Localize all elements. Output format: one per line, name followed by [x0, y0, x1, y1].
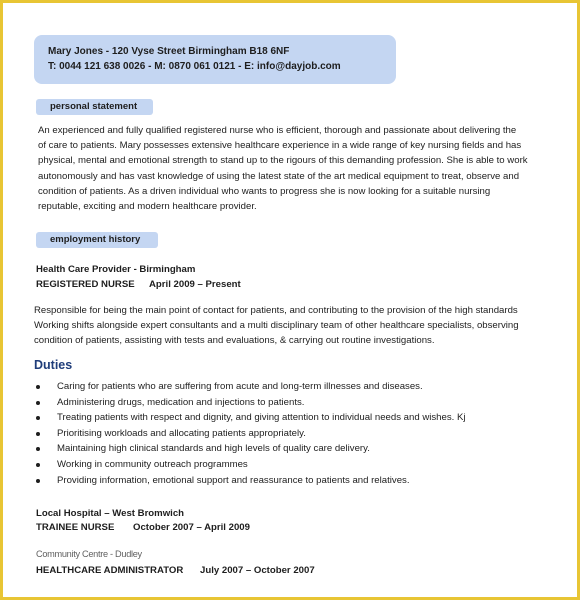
description-line: condition of patients, assisting with tests and evaluations, & carrying out routine investigations.	[34, 335, 435, 347]
employment-history-heading: employment history	[36, 232, 158, 248]
job2-dates: October 2007 – April 2009	[133, 522, 250, 533]
duty-text: Treating patients with respect and dignity, and giving attention to individual needs and wishes. Kj	[57, 412, 466, 424]
statement-line: of care to patients. Mary possesses extensive healthcare experience in a wide range of key nursing fields and has	[38, 140, 522, 152]
job1-dates: April 2009 – Present	[149, 279, 241, 290]
job3-role: HEALTHCARE ADMINISTRATOR	[36, 565, 184, 576]
duty-text: Maintaining high clinical standards and high levels of quality care delivery.	[57, 443, 370, 455]
duty-text: Working in community outreach programmes	[57, 458, 248, 470]
statement-line: An experienced and fully qualified registered nurse who is efficient, thorough and passionate about delivering the	[38, 125, 517, 136]
statement-line: reputable, exciting and modern healthcare provider.	[38, 201, 257, 213]
job2-role: TRAINEE NURSE	[36, 522, 115, 533]
job1-role: REGISTERED NURSE	[36, 279, 135, 290]
duties-heading: Duties	[34, 358, 73, 372]
statement-line: physical, mental and emotional strength to stand up to the rigours of this demanding profession. She is able to work	[38, 155, 528, 167]
duty-text: Administering drugs, medication and injections to patients.	[57, 396, 305, 408]
job3-employer: Community Centre - Dudley	[36, 549, 142, 559]
description-line: Responsible for being the main point of contact for patients, and contributing to the provision of the high standards	[34, 305, 518, 316]
duty-text: Caring for patients who are suffering from acute and long-term illnesses and diseases.	[57, 381, 423, 392]
job1-employer: Health Care Provider - Birmingham	[36, 264, 196, 275]
duty-text: Providing information, emotional support and reassurance to patients and relatives.	[57, 474, 410, 486]
duty-text: Prioritising workloads and allocating patients appropriately.	[57, 427, 306, 439]
job3-dates: July 2007 – October 2007	[200, 565, 315, 576]
contact-phone-email: T: 0044 121 638 0026 - M: 0870 061 0121 - E: info@dayjob.com	[48, 61, 341, 72]
statement-line: condition of patients. As a driven individual who wants to progress she is now looking for a suitable nursing	[38, 185, 491, 197]
description-line: Working shifts alongside expert consultants and a multi disciplinary team of other healthcare specialists, observing	[34, 320, 519, 332]
personal-statement-heading: personal statement	[36, 99, 153, 115]
statement-line: autonomously and has vast knowledge of using the latest state of the art medical equipment to treat, observe and	[38, 170, 520, 182]
job2-employer: Local Hospital – West Bromwich	[36, 508, 185, 519]
contact-name-address: Mary Jones - 120 Vyse Street Birmingham B18 6NF	[48, 46, 290, 57]
